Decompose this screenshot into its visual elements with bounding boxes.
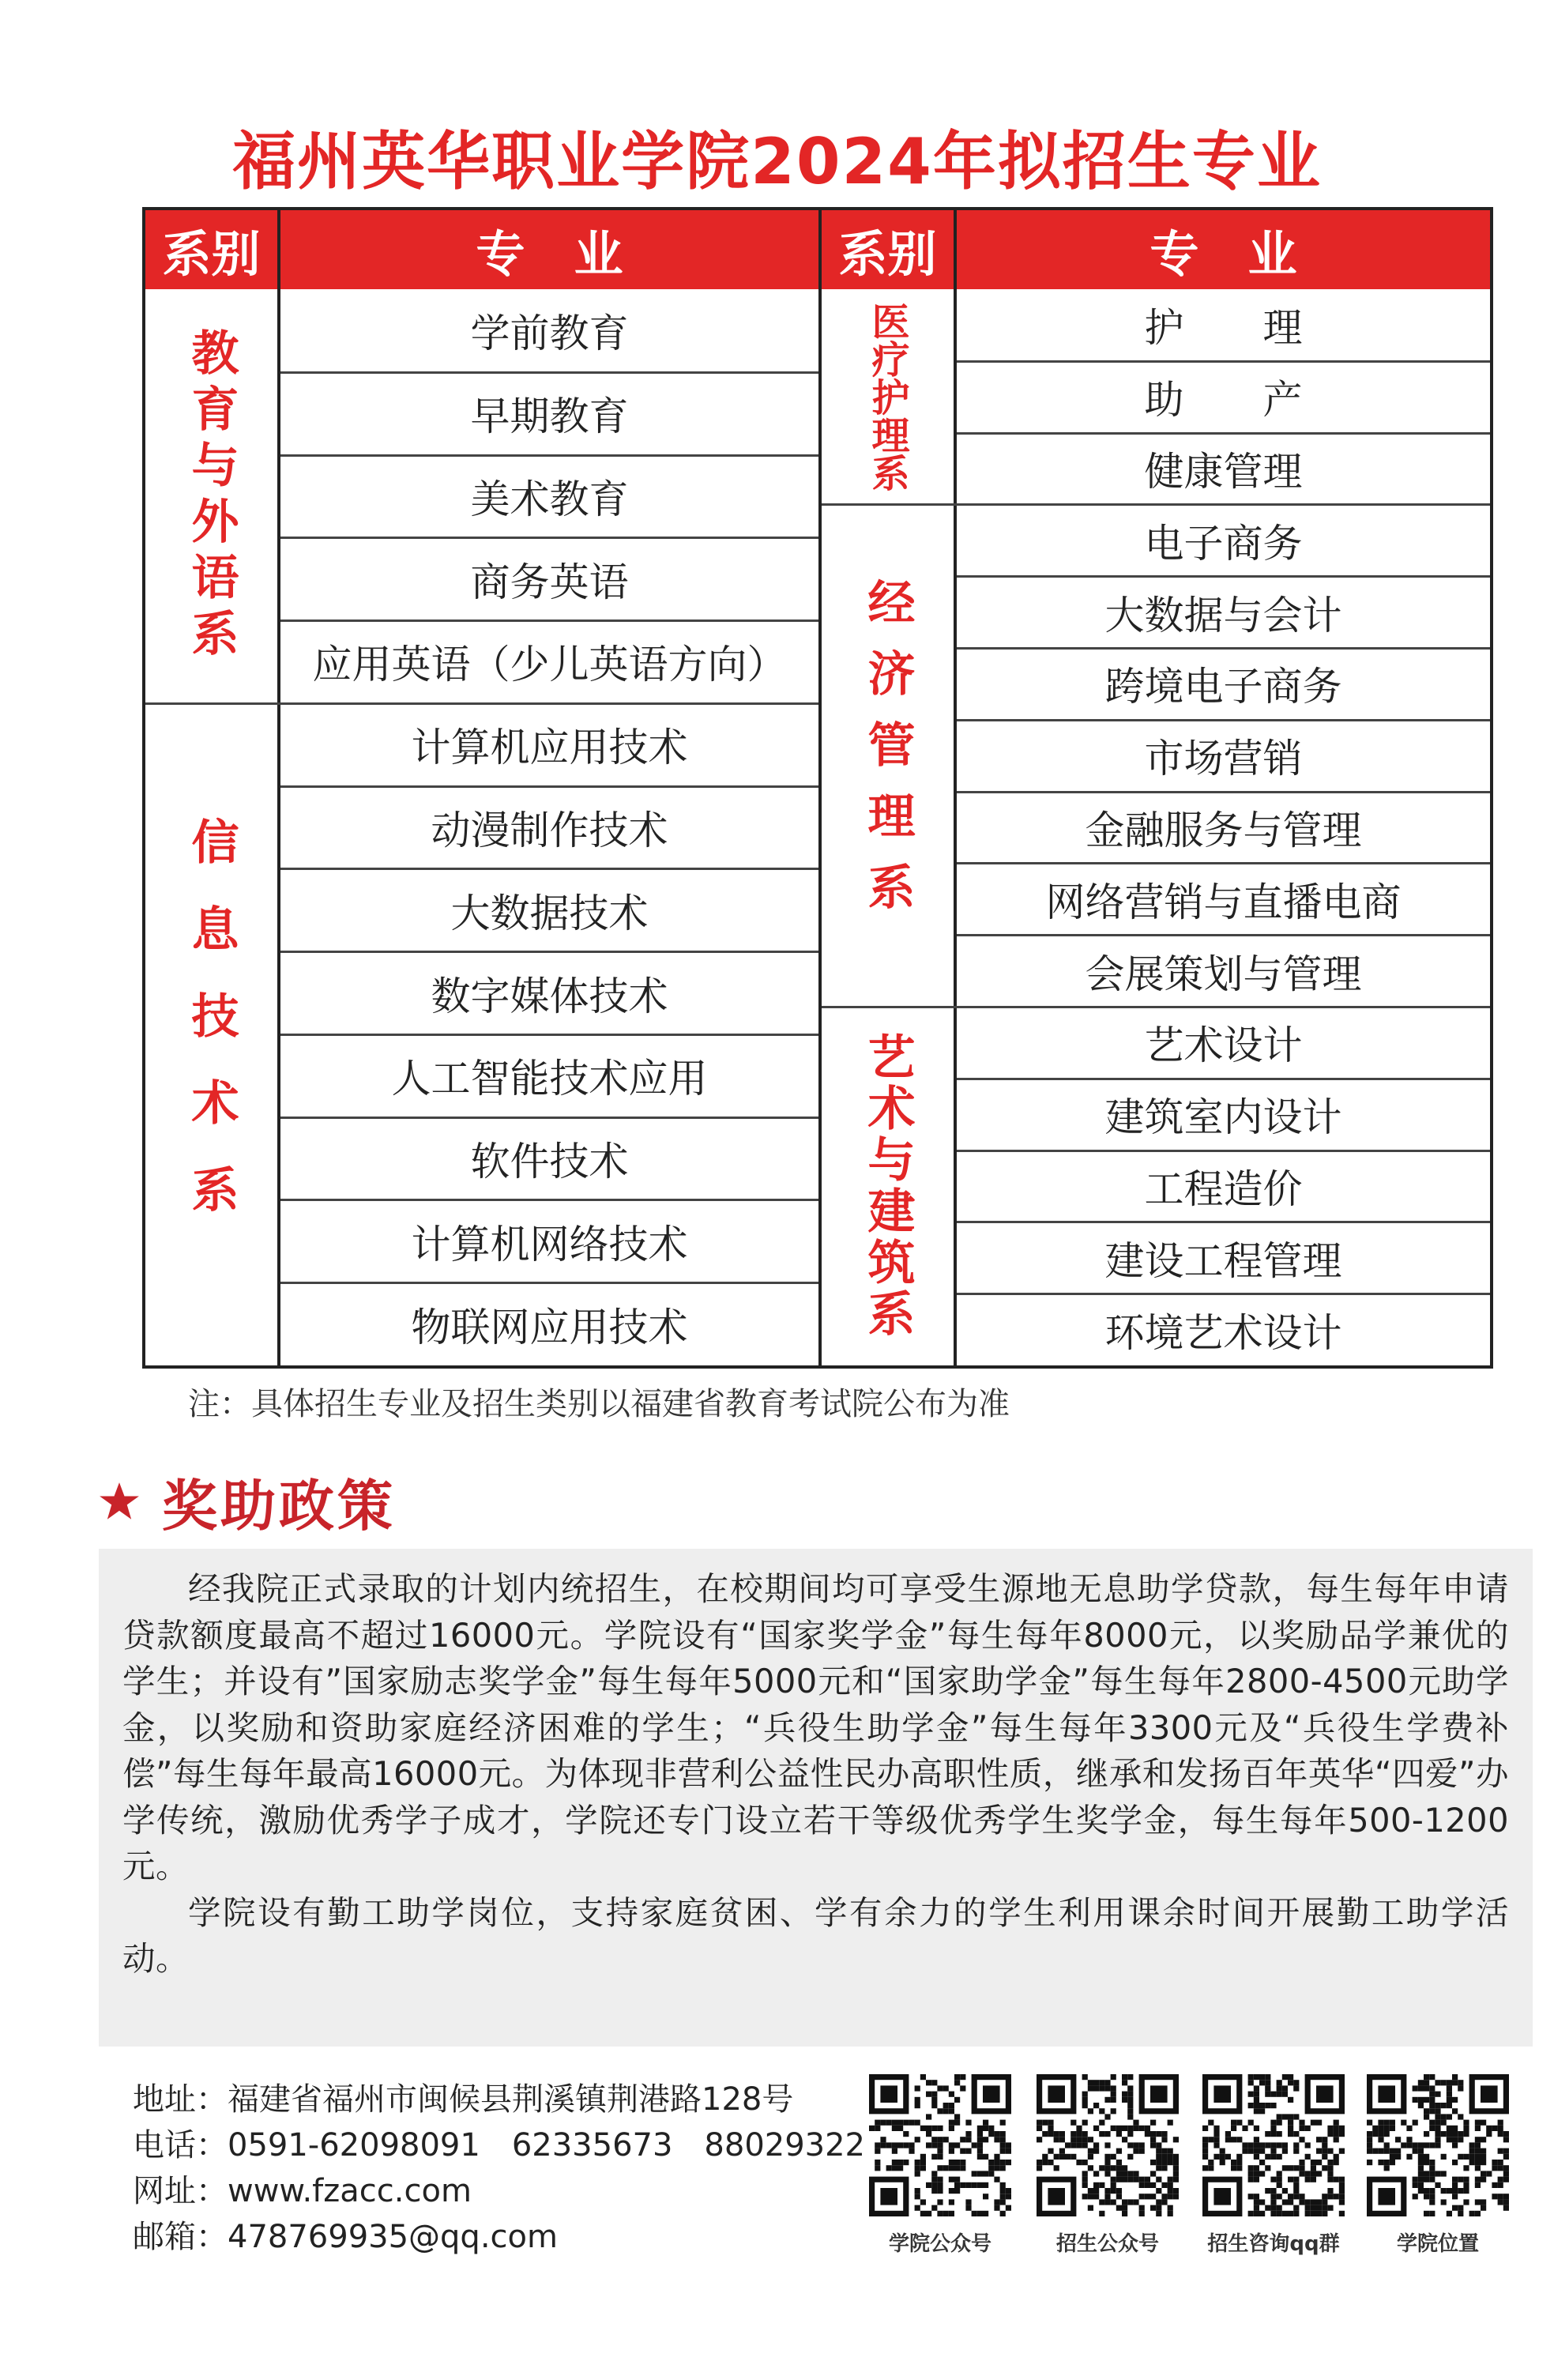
majors-table: [142, 207, 1493, 1369]
qr-label: 学院公众号: [888, 2232, 991, 2256]
major-row: 艺术设计: [1144, 1022, 1303, 1069]
contact-address: 地址：福建省福州市闽候县荆溪镇荆港路128号: [133, 2081, 794, 2118]
major-row: 助 产: [1144, 377, 1303, 424]
major-row: 网络营销与直播电商: [1045, 879, 1402, 925]
dept-name: 艺术与建筑系: [860, 1032, 916, 1340]
qr-code-icon: [1367, 2074, 1509, 2216]
contact-info: [133, 2077, 865, 2260]
major-row: 建筑室内设计: [1104, 1094, 1342, 1141]
qr-code-icon: [869, 2074, 1011, 2216]
dept-name: 经济管理系: [860, 578, 916, 934]
major-row: 学前教育: [470, 311, 629, 357]
qr-code-icon: [1037, 2074, 1179, 2216]
dept-name: 医疗护理系: [865, 302, 909, 492]
header-major-left: 专 业: [280, 210, 818, 289]
header-major-right: 专 业: [957, 210, 1490, 289]
qr-label: 招生咨询qq群: [1207, 2232, 1340, 2256]
major-row: 计算机网络技术: [411, 1221, 688, 1267]
major-row: 人工智能技术应用: [391, 1056, 708, 1102]
policy-paragraph: 学院设有勤工助学岗位，支持家庭贫困、学有余力的学生利用课余时间开展勤工助学活动。: [122, 1892, 1509, 1978]
header-dept-right: 系别: [822, 210, 954, 289]
qr-code-icon: [1202, 2074, 1345, 2216]
contact-email[interactable]: 邮箱：478769935@qq.com: [133, 2219, 558, 2255]
qr-college-location[interactable]: [1367, 2074, 1509, 2257]
major-row: 市场营销: [1144, 736, 1303, 782]
dept-cell: [145, 703, 277, 1365]
major-row: 护 理: [1144, 305, 1303, 352]
major-row: 动漫制作技术: [431, 807, 668, 853]
policy-paragraph: 经我院正式录取的计划内统招生，在校期间均可享受生源地无息助学贷款，每生每年申请贷款额度最高不超过16000元。学院设有“国家奖学金”每生每年8000元，以奖励品学兼优的学生；并设有”国家励志奖学金”每生每年5000元和“国家助学金”每生每年2800-4500元助学金，以奖励和资助家庭经济困难的学生；“兵役生助学金”每生每年3300元及“兵役生学费补偿”每生每年最高16000元。为体现非营利公益性民办高职性质，继承和发扬百年英华“四爱”办学传统，激励优秀学子成才，学院还专门设立若干等级优秀学生奖学金，每生每年500-1200元。: [122, 1569, 1509, 1885]
qr-label: 招生公众号: [1055, 2232, 1159, 2256]
table-note: 注：具体招生专业及招生类别以福建省教育考试院公布为准: [188, 1386, 1010, 1422]
qr-college-official[interactable]: [869, 2074, 1011, 2257]
qr-admission-qq-group[interactable]: [1202, 2074, 1345, 2257]
qr-admission-official[interactable]: [1037, 2074, 1179, 2257]
major-row: 金融服务与管理: [1085, 807, 1362, 853]
major-row: 大数据与会计: [1104, 592, 1342, 638]
major-row: 跨境电子商务: [1104, 664, 1342, 710]
policy-title: 奖助政策: [162, 1473, 396, 1538]
major-row: 计算机应用技术: [411, 725, 688, 771]
qr-label: 学院位置: [1396, 2232, 1479, 2256]
major-row: 数字媒体技术: [431, 973, 668, 1019]
star-icon: [99, 1481, 140, 1522]
policy-header: [99, 1466, 396, 1537]
policy-text-box: [99, 1549, 1533, 2047]
major-row: 电子商务: [1144, 520, 1303, 567]
major-row: 早期教育: [470, 394, 629, 440]
dept-cell: [822, 289, 954, 504]
major-row: 物联网应用技术: [411, 1304, 688, 1350]
dept-cell: [145, 289, 277, 703]
major-row: 商务英语: [470, 559, 629, 605]
dept-cell: [822, 504, 954, 1007]
page-title: 福州英华职业学院2024年拟招生专业: [232, 125, 1322, 198]
major-row: 会展策划与管理: [1085, 951, 1362, 997]
major-row: 美术教育: [470, 476, 629, 522]
major-row: 软件技术: [470, 1139, 629, 1185]
major-row: 大数据技术: [450, 890, 649, 936]
dept-cell: [822, 1007, 954, 1365]
header-dept-left: 系别: [145, 210, 277, 289]
major-row: 应用英语（少儿英语方向）: [312, 642, 787, 688]
dept-name: 教育与外语系: [183, 327, 239, 665]
major-row: 健康管理: [1144, 448, 1303, 495]
major-row: 建设工程管理: [1104, 1237, 1342, 1284]
dept-name: 信息技术系: [183, 816, 239, 1252]
major-row: 环境艺术设计: [1104, 1309, 1342, 1356]
contact-website[interactable]: 网址：www.fzacc.com: [133, 2173, 472, 2209]
major-row: 工程造价: [1144, 1166, 1303, 1212]
contact-phone: 电话：0591-62098091 62335673 88029322: [133, 2127, 866, 2163]
